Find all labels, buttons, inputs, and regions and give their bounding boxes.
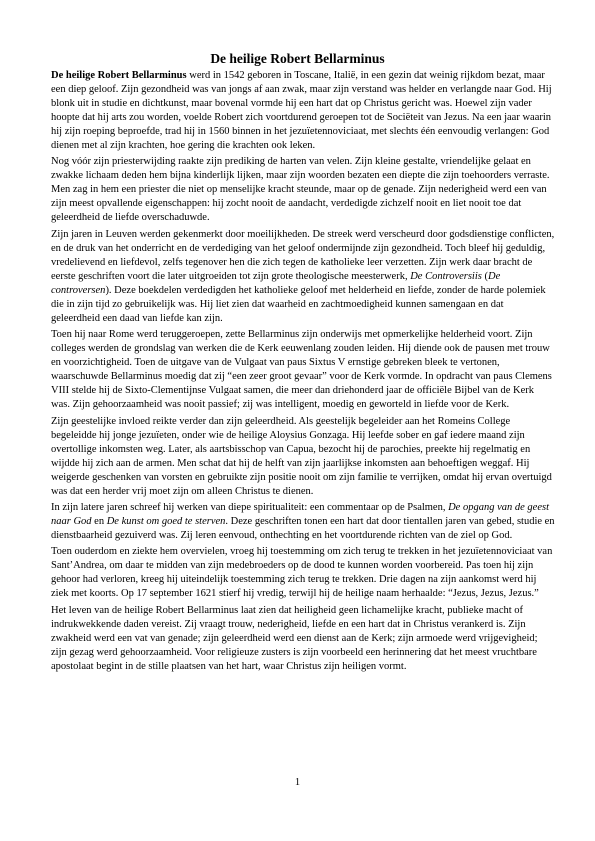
document-body (51, 69, 555, 676)
paragraph-6-text-c: . Deze geschriften tonen een hart dat door tientallen jaren van gebed, studie en dienstbaarheid gezuiverd was. Zij leren eenvoud, onthechting en het voortdurende richten van de ziel op God. (51, 515, 555, 541)
document-title: De heilige Robert Bellarminus (210, 51, 385, 66)
paragraph-3-text-a: Zijn jaren in Leuven werden gekenmerkt door moeilijkheden. De streek werd verscheurd door godsdienstige conflicten, en de druk van het onderricht en de verdediging van het geloof ondermijnde zijn gezondheid. Toch bleef hij geduldig, vredelievend en liefdevol, zelfs tegenover hen die zich tegen de katholieke leer verzetten. Zijn werk daar bracht de eerste geschriften voort die later uitgroeiden tot zijn grote theologische meesterwerk, (51, 228, 555, 282)
paragraph-3 (51, 228, 555, 326)
paragraph-6-text-b: en (91, 515, 107, 527)
paragraph-6 (51, 501, 555, 543)
book-title-opgang-van-de-geest: De opgang van de geest naar God (51, 501, 549, 527)
paragraph-1-text: werd in 1542 geboren in Toscane, Italië, in een gezin dat weinig rijkdom bezat, maar een diep geloof. Zijn gezondheid was van jongs af aan zwak, maar zijn verstand was helder en verlangde naar God. Hij blonk uit in studie en dichtkunst, maar bovenal vormde hij een hart dat op Christus gericht was. Hoewel zijn vader hoopte dat hij arts zou worden, voelde Robert zich voortdurend geroepen tot de Sociëteit van Jezus. Na een jaar waarin hij zijn roeping beproefde, trad hij in 1560 binnen in het jezuïetennoviciaat, met slechts één eenvoudig verlangen: God dienen met al zijn krachten, hoe gering die krachten ook leken. (51, 70, 552, 151)
book-title-kunst-om-goed-te-sterven: De kunst om goed te sterven (106, 515, 226, 527)
page-number: 1 (294, 777, 301, 788)
paragraph-3-text-c: ). Deze boekdelen verdedigden het katholieke geloof met helderheid en liefde, zonder de harde polemiek die in zijn tijd zo gebruikelijk was. Hij liet zien dat waarheid en zachtmoedigheid kunnen samengaan en dat geleerdheid een daad van liefde kan zijn. (51, 284, 546, 324)
saint-name-bold: De heilige Robert Bellarminus (51, 70, 187, 81)
book-title-de-controversiis: De Controversiis (410, 270, 482, 282)
paragraph-6-text-a: In zijn latere jaren schreef hij werken van diepe spiritualiteit: een commentaar op de Psalmen, (51, 501, 449, 513)
paragraph-2: Nog vóór zijn priesterwijding raakte zijn prediking de harten van velen. Zijn kleine gestalte, vriendelijke gelaat en zwakke lichaam deden hem bijna kinderlijk lijken, maar zijn woorden bezaten een diepte die zijn toehoorders verraste. Men zag in hem een priester die niet op menselijke kracht steunde, maar op de genade. Zijn nederigheid werd een van zijn meest opvallende eigenschappen: hij zocht nooit de aandacht, verdedigde zichzelf nooit en liet nooit toe dat geleerdheid de liefde overschaduwde. (51, 156, 550, 224)
book-title-de-controversen: De controversen (51, 270, 501, 296)
paragraph-5: Zijn geestelijke invloed reikte verder dan zijn geleerdheid. Als geestelijk begeleider aan het Romeins College begeleidde hij jonge jezuïeten, onder wie de heilige Aloysius Gonzaga. Hij leefde sober en gaf iedere maand zijn overtollige inkomsten weg. Later, als aartsbisschop van Capua, bezocht hij de parochies, preekte hij regelmatig en wijdde hij zich aan de armen. Men schat dat hij de helft van zijn jaarlijkse inkomsten aan behoeftigen weggaf. Hij weigerde geschenken van vorsten en gebruikte zijn positie nooit om zijn familie te verrijken, omdat hij ervan overtuigd was dat een herder vrij moet zijn om alleen Christus te dienen. (51, 415, 552, 497)
paragraph-4: Toen hij naar Rome werd teruggeroepen, zette Bellarminus zijn onderwijs met opmerkelijke helderheid voort. Zijn colleges werden de grondslag van werken die de Kerk eeuwenlang zouden leiden. Hij diende ook de pausen met trouw en voorzichtigheid. Toen de uitgave van de Vulgaat van paus Sixtus V ernstige gebreken bleek te vertonen, waarschuwde Bellarminus moedig dat zij “een zeer groot gevaar” voor de Kerk vormde. In opdracht van paus Clemens VIII stelde hij de Sixto-Clementijnse Vulgaat samen, die meer dan driehonderd jaar de officiële Bijbel van de Kerk was. Zijn gehoorzaamheid was nooit passief; zij was intelligent, moedig en geworteld in liefde voor de Kerk. (51, 329, 552, 411)
paragraph-3-text-b: ( (481, 270, 488, 282)
paragraph-1 (51, 69, 555, 153)
paragraph-7: Toen ouderdom en ziekte hem overvielen, vroeg hij toestemming om zich terug te trekken in het jezuïetennoviciaat van Sant’Andrea, om daar te midden van zijn medebroeders op de dood te kunnen worden voorbereid. Pas toen hij zijn gehoor had verloren, kreeg hij uiteindelijk toestemming zich terug te trekken. Drie dagen na zijn aankomst werd hij ziek met koorts. Op 17 september 1621 stierf hij vredig, terwijl hij de heilige naam herhaalde: “Jezus, Jezus, Jezus.” (51, 546, 553, 600)
paragraph-8: Het leven van de heilige Robert Bellarminus laat zien dat heiligheid geen lichamelijke kracht, publieke macht of indrukwekkende daden vereist. Zij vraagt trouw, nederigheid, liefde en een hart dat in Christus verankerd is. Zijn zwakheid werd een vat van genade; zijn geleerdheid werd een dienst aan de Kerk; zijn armoede werd vrijgevigheid; zijn gezag werd gehoorzaamheid. Voor religieuze zusters is zijn voorbeeld een herinnering dat het meest vruchtbare apostolaat begint in de stille plaatsen van het hart, waar Christus zijn heiligen vormt. (51, 604, 538, 672)
